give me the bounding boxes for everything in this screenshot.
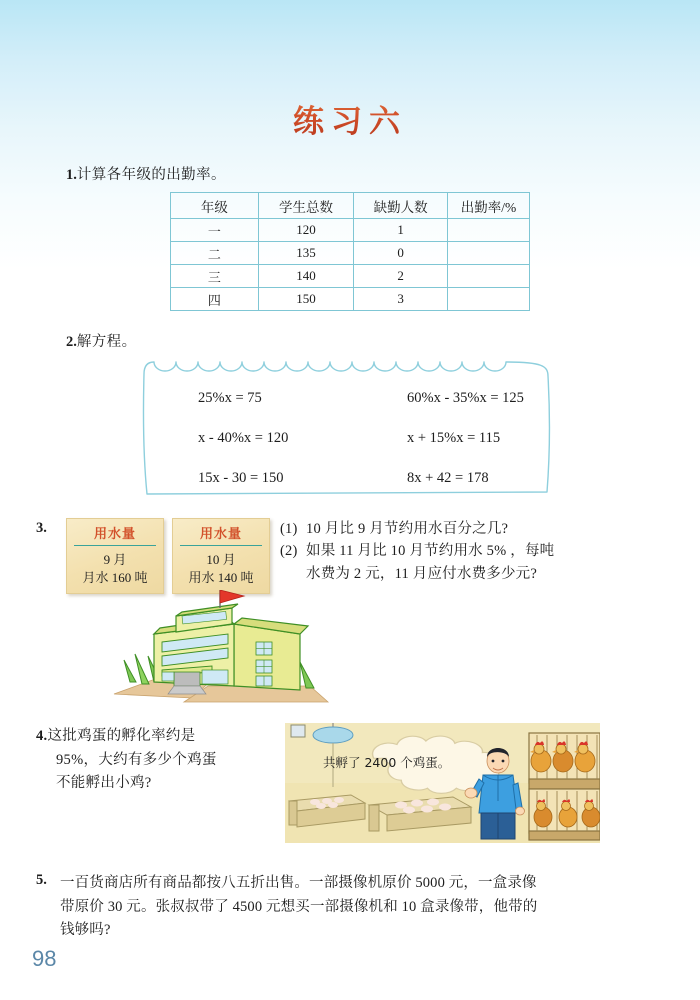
cell-absent: 3 [354, 288, 448, 311]
water-card-september [66, 518, 164, 594]
problem-4-line-3: 不能孵出小鸡? [56, 775, 152, 792]
problem-5-line-3: 钱够吗? [60, 922, 111, 939]
problem-1-number: 1. [66, 167, 77, 183]
problem-4-line-1 [36, 725, 281, 748]
chicken-cage [529, 733, 600, 840]
problem-1 [0, 163, 700, 311]
question-2-text-line-1: 如果 11 月比 10 月节约用水 5% ，每吨 [306, 543, 555, 560]
problem-3-question-2 [280, 540, 554, 562]
table-header-attendance-rate: 出勤率/% [447, 193, 529, 219]
attendance-table-wrap [66, 192, 700, 311]
water-card-title: 用水量 [74, 523, 156, 546]
problem-5-number: 5. [36, 872, 47, 889]
problem-3-questions [270, 518, 554, 585]
cell-absent: 1 [354, 219, 448, 242]
table-row [171, 288, 530, 311]
cell-rate-blank[interactable] [447, 265, 529, 288]
page-title: 练习六 [293, 96, 407, 141]
page-title-wrap [0, 0, 700, 141]
table-row [171, 219, 530, 242]
water-card-month: 9 月 [103, 552, 127, 567]
problem-5-line-1: 一百货商店所有商品都按八五折出售。一部摄像机原价 5000 元，一盒录像 [60, 875, 537, 892]
hatchery-illustration [285, 723, 600, 848]
question-2-label: (2) [280, 543, 298, 560]
problem-4-text-1: 这批鸡蛋的孵化率约是 [47, 728, 196, 745]
cell-rate-blank[interactable] [447, 242, 529, 265]
water-card-month: 10 月 [206, 552, 236, 567]
equation-3: x - 40%x = 120 [198, 430, 289, 446]
cell-absent: 2 [354, 265, 448, 288]
cell-total: 150 [258, 288, 354, 311]
equation-4: x + 15%x = 115 [407, 430, 501, 446]
equation-5: 15x - 30 = 150 [198, 470, 284, 486]
cell-grade: 四 [171, 288, 259, 311]
table-row [171, 242, 530, 265]
cell-rate-blank[interactable] [447, 288, 529, 311]
problem-3 [0, 518, 700, 715]
cell-total: 140 [258, 265, 354, 288]
equation-6: 8x + 42 = 178 [407, 470, 489, 486]
question-1-label: (1) [280, 521, 298, 537]
cell-grade: 一 [171, 219, 259, 242]
attendance-table [170, 192, 530, 311]
water-card-title: 用水量 [180, 523, 262, 546]
problem-4-text [36, 723, 281, 795]
cell-grade: 三 [171, 265, 259, 288]
cell-rate-blank[interactable] [447, 219, 529, 242]
problem-4-line-2: 95%，大约有多少个鸡蛋 [56, 751, 217, 768]
school-illustration-svg [96, 590, 346, 710]
problem-2-number: 2. [66, 334, 77, 350]
equation-grid [138, 390, 556, 487]
problem-1-text: 计算各年级的出勤率。 [76, 167, 226, 183]
cell-total: 135 [258, 242, 354, 265]
question-2-text-line-2: 水费为 2 元，11 月应付水费多少元? [306, 565, 538, 582]
equation-2: 60%x - 35%x = 125 [407, 390, 524, 406]
water-card-amount: 用水 140 吨 [188, 569, 254, 585]
problem-3-number: 3. [36, 520, 47, 536]
water-usage-cards [66, 518, 270, 594]
problem-4-number: 4. [36, 728, 48, 745]
table-header-row [171, 193, 530, 219]
table-header-absent-count: 缺勤人数 [354, 193, 448, 219]
problem-3-question-1 [280, 518, 554, 540]
table-row [171, 265, 530, 288]
school-building-illustration [36, 590, 700, 715]
problem-4 [0, 723, 700, 848]
flag-icon [220, 590, 244, 603]
problem-5-line-2: 带原价 30 元。张叔叔带了 4500 元想买一部摄像机和 10 盒录像带，他带的 [60, 898, 538, 915]
cell-grade: 二 [171, 242, 259, 265]
equation-1: 25%x = 75 [198, 390, 262, 406]
equation-box [138, 354, 556, 502]
problem-2 [0, 330, 700, 502]
problem-5 [0, 872, 700, 942]
question-1-text: 10 月比 9 月节约用水百分之几? [306, 521, 509, 537]
cell-total: 120 [258, 219, 354, 242]
page-number: 98 [32, 946, 57, 971]
speech-bubble-text: 共孵了 2400 个鸡蛋。 [323, 755, 451, 771]
cell-absent: 0 [354, 242, 448, 265]
water-card-october [172, 518, 270, 594]
problem-5-text [60, 872, 537, 942]
water-card-amount: 月水 160 吨 [82, 569, 148, 585]
problem-2-text: 解方程。 [76, 334, 137, 350]
table-header-grade: 年级 [171, 193, 259, 219]
table-header-total-students: 学生总数 [258, 193, 354, 219]
hatchery-illustration-svg [285, 723, 600, 843]
